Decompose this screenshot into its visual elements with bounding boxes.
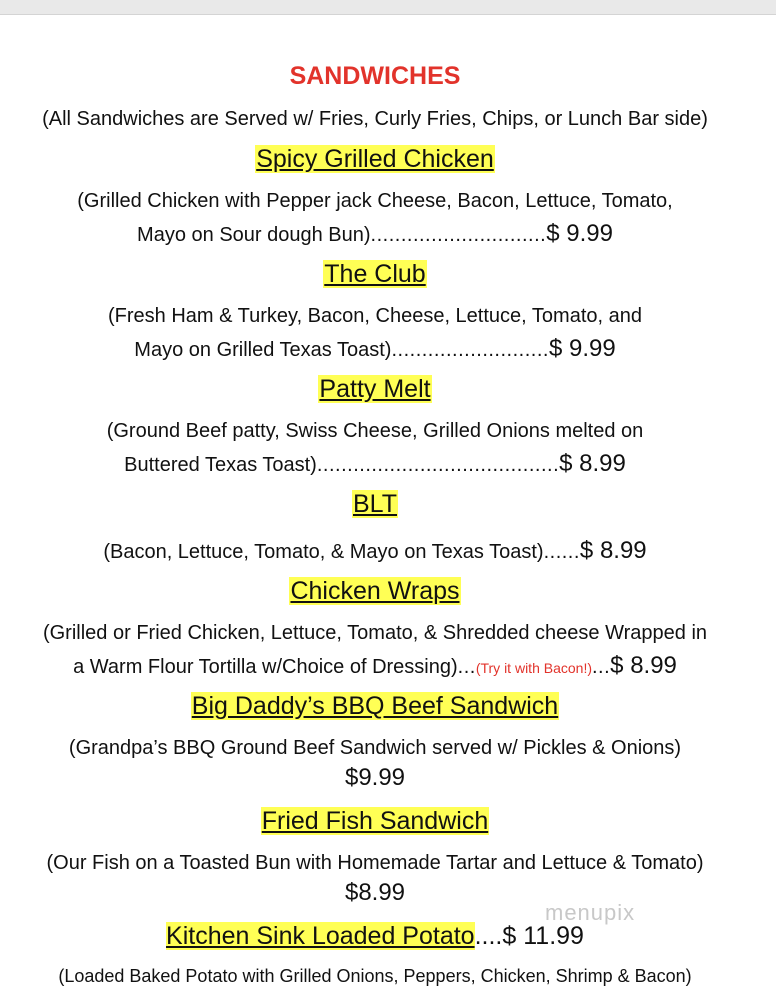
item-name-bbq-beef-sandwich: Big Daddy’s BBQ Beef Sandwich: [191, 692, 559, 720]
item-name-patty-melt: Patty Melt: [319, 375, 431, 403]
item-desc: (Grilled or Fried Chicken, Lettuce, Tomato, & Shredded cheese Wrapped in: [42, 622, 708, 644]
item-price: $8.99: [344, 879, 406, 906]
item-price: $ 8.99: [579, 537, 647, 564]
item-name-chicken-wraps: Chicken Wraps: [290, 577, 460, 605]
item-name-kitchen-sink-loaded-potato: Kitchen Sink Loaded Potato....$ 11.99: [166, 922, 584, 950]
item-desc-price-line: (Bacon, Lettuce, Tomato, & Mayo on Texas Toast)......$ 8.99: [103, 537, 647, 564]
item-price: $ 9.99: [548, 335, 616, 362]
item-name-spicy-grilled-chicken: Spicy Grilled Chicken: [256, 145, 494, 173]
item-desc-price-line: Mayo on Grilled Texas Toast)..........................$ 9.99: [134, 335, 616, 362]
item-price: $ 8.99: [559, 450, 626, 477]
item-desc: (Ground Beef patty, Swiss Cheese, Grilled Onions melted on: [106, 420, 644, 442]
item-desc: (Grandpa’s BBQ Ground Beef Sandwich served w/ Pickles & Onions): [68, 737, 682, 759]
item-price: $ 11.99: [502, 922, 584, 950]
item-price: $9.99: [344, 764, 406, 791]
item-desc: (Grilled Chicken with Pepper jack Cheese, Bacon, Lettuce, Tomato,: [77, 190, 673, 212]
item-desc-price-line: Mayo on Sour dough Bun).............................$ 9.99: [137, 220, 613, 247]
item-name-fried-fish-sandwich: Fried Fish Sandwich: [261, 807, 489, 835]
item-name-blt: BLT: [353, 490, 397, 518]
top-bar: [0, 0, 776, 15]
item-desc: (Loaded Baked Potato with Grilled Onions, Peppers, Chicken, Shrimp & Bacon): [58, 966, 692, 986]
item-name-the-club: The Club: [324, 260, 426, 288]
bacon-note: (Try it with Bacon!): [475, 660, 592, 676]
item-price: $ 8.99: [610, 652, 677, 679]
item-price: $ 9.99: [546, 220, 613, 247]
item-desc-price-line: a Warm Flour Tortilla w/Choice of Dressing)...(Try it with Bacon!)...$ 8.99: [73, 652, 677, 679]
item-desc-price-line: Buttered Texas Toast)........................................$ 8.99: [124, 450, 626, 477]
watermark-logo: menupix: [545, 900, 636, 925]
sides-note: (All Sandwiches are Served w/ Fries, Curly Fries, Chips, or Lunch Bar side): [42, 108, 708, 130]
item-desc: (Fresh Ham & Turkey, Bacon, Cheese, Lettuce, Tomato, and: [108, 305, 642, 327]
item-desc: (Our Fish on a Toasted Bun with Homemade Tartar and Lettuce & Tomato): [46, 852, 704, 874]
section-title: SANDWICHES: [289, 62, 461, 90]
